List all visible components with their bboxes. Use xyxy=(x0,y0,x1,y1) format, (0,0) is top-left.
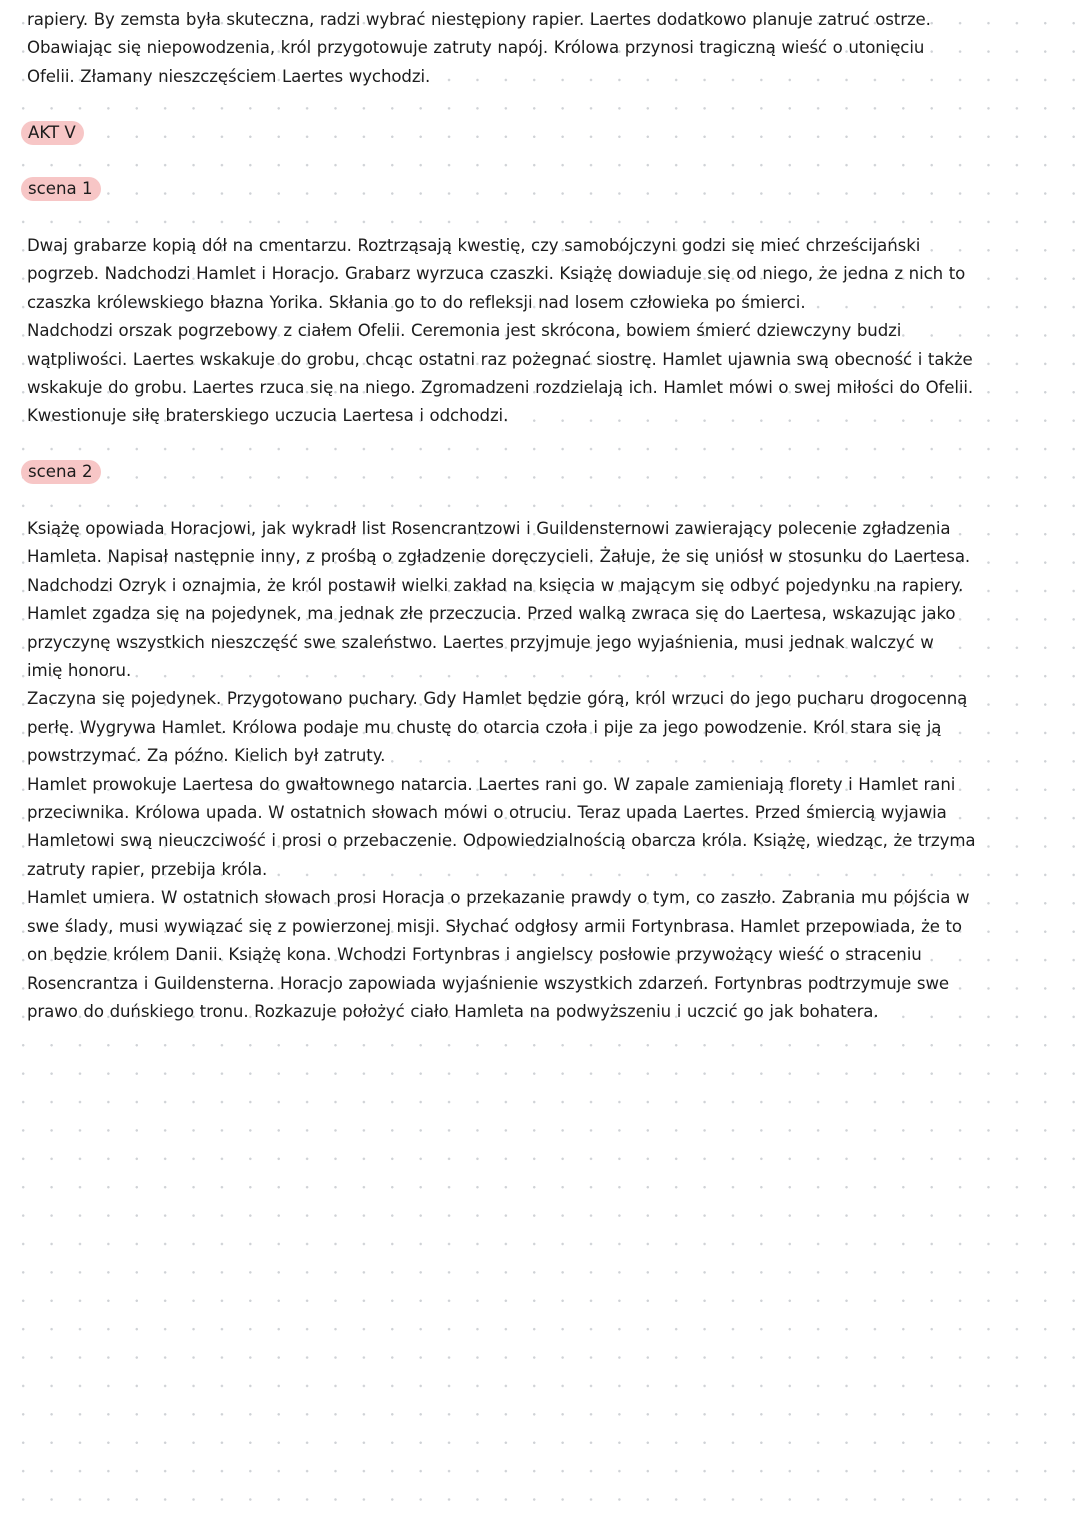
text-line: Nadchodzi Ozryk i oznajmia, że król postawił wielki zakład na księcia w mającym się odbyć pojedynku na rapiery. xyxy=(27,575,964,595)
text-line: Hamlet umiera. W ostatnich słowach prosi Horacja o przekazanie prawdy o tym, co zaszło. Zabrania mu pójścia w xyxy=(27,888,970,908)
text-line: Ofelii. Złamany nieszczęściem Laertes wychodzi. xyxy=(27,66,431,86)
text-line: Nadchodzi orszak pogrzebowy z ciałem Ofelii. Ceremonia jest skrócona, bowiem śmierć dziewczyny budzi xyxy=(27,321,902,341)
scene-1-paragraph xyxy=(27,232,1067,431)
text-line: wątpliwości. Laertes wskakuje do grobu, chcąc ostatni raz pożegnać siostrę. Hamlet ujawnia swą obecność i także xyxy=(27,349,973,369)
text-line: czaszka królewskiego błazna Yorika. Skłania go to do refleksji nad losem człowieka po śmierci. xyxy=(27,292,806,312)
text-line: Książę opowiada Horacjowi, jak wykradł list Rosencrantzowi i Guildensternowi zawierający polecenie zgładzenia xyxy=(27,519,951,538)
text-line: Hamlet zgadza się na pojedynek, ma jednak złe przeczucia. Przed walką zwraca się do Laertesa, wskazując jako xyxy=(27,604,956,624)
text-line: Kwestionuje siłę braterskiego uczucia Laertesa i odchodzi. xyxy=(27,406,509,426)
text-line: Obawiając się niepowodzenia, król przygotowuje zatruty napój. Królowa przynosi tragiczną wieść o utonięciu xyxy=(27,38,925,58)
scene-2-paragraph xyxy=(27,515,1067,1026)
text-line: Hamletowi swą nieuczciwość i prosi o przebaczenie. Odpowiedzialnością obarcza króla. Książę, wiedząc, że trzyma xyxy=(27,831,976,851)
text-line: przyczynę wszystkich nieszczęść swe szaleństwo. Laertes przyjmuje jego wyjaśnienia, musi jednak walczyć w xyxy=(27,632,934,652)
scene-2-heading: scena 2 xyxy=(21,460,101,484)
text-line: swe ślady, musi wywiązać się z powierzonej misji. Słychać odgłosy armii Fortynbrasa. Hamlet przepowiada, że to xyxy=(27,916,962,936)
text-line: prawo do duńskiego tronu. Rozkazuje położyć ciało Hamleta na podwyższeniu i uczcić go jak bohatera. xyxy=(27,1001,879,1021)
text-line: zatruty rapier, przebija króla. xyxy=(27,859,268,879)
text-line: rapiery. By zemsta była skuteczna, radzi wybrać niestępiony rapier. Laertes dodatkowo planuje zatruć ostrze. xyxy=(27,10,931,29)
text-line: wskakuje do grobu. Laertes rzuca się na niego. Zgromadzeni rozdzielają ich. Hamlet mówi o swej miłości do Ofelii. xyxy=(27,378,974,398)
text-line: Zaczyna się pojedynek. Przygotowano puchary. Gdy Hamlet będzie górą, król wrzuci do jego pucharu drogocenną xyxy=(27,689,968,709)
intro-paragraph xyxy=(27,6,1067,91)
text-line: pogrzeb. Nadchodzi Hamlet i Horacjo. Grabarz wyrzuca czaszki. Książę dowiaduje się od niego, że jedna z nich to xyxy=(27,264,966,284)
text-line: przeciwnika. Królowa upada. W ostatnich słowach mówi o otruciu. Teraz upada Laertes. Przed śmiercią wyjawia xyxy=(27,803,947,823)
text-line: powstrzymać. Za późno. Kielich był zatruty. xyxy=(27,746,386,766)
text-line: on będzie królem Danii. Książę kona. Wchodzi Fortynbras i angielscy posłowie przywożący wieść o straceniu xyxy=(27,945,922,965)
text-line: perłę. Wygrywa Hamlet. Królowa podaje mu chustę do otarcia czoła i pije za jego powodzenie. Król stara się ją xyxy=(27,717,942,737)
text-line: Hamlet prowokuje Laertesa do gwałtownego natarcia. Laertes rani go. W zapale zamieniają florety i Hamlet rani xyxy=(27,774,956,794)
text-line: Dwaj grabarze kopią dół na cmentarzu. Roztrząsają kwestię, czy samobójczyni godzi się mieć chrześcijański xyxy=(27,236,921,255)
text-line: Hamleta. Napisał następnie inny, z prośbą o zgładzenie doręczycieli. Żałuje, że się uniósł w stosunku do Laertesa. xyxy=(27,547,971,567)
act-heading: AKT V xyxy=(21,121,84,145)
scene-1-heading: scena 1 xyxy=(21,177,101,201)
text-line: Rosencrantza i Guildensterna. Horacjo zapowiada wyjaśnienie wszystkich zdarzeń. Fortynbras podtrzymuje swe xyxy=(27,973,950,993)
text-line: imię honoru. xyxy=(27,661,132,681)
